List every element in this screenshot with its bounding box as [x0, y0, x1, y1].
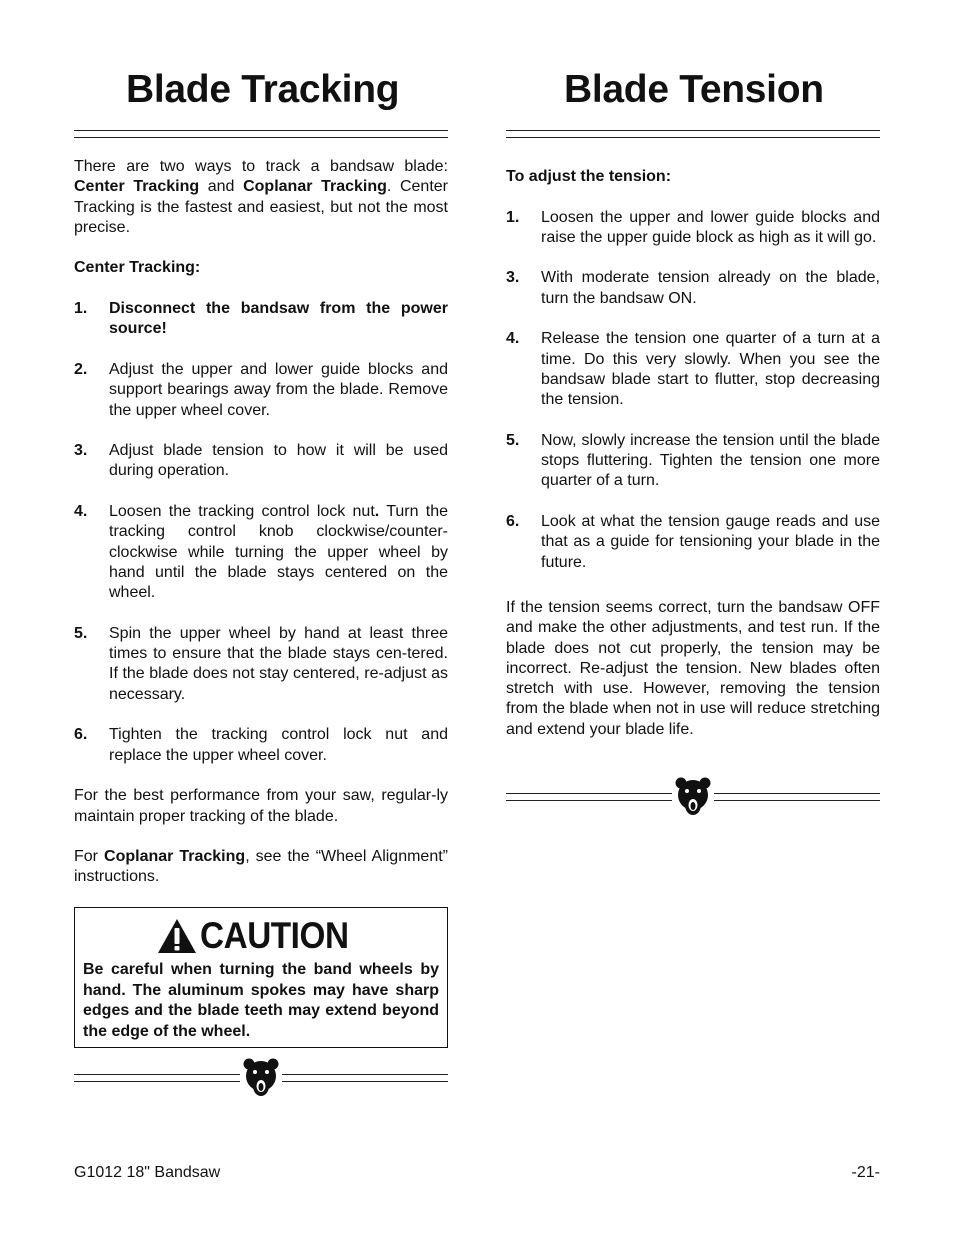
- step-number: 6.: [506, 513, 520, 531]
- step-text: Adjust the upper and lower guide blocks and support bearings away from the blade. Remove the upper wheel cover.: [109, 360, 448, 419]
- coplanar-text: For: [74, 848, 105, 866]
- final-paragraph: If the tension seems correct, turn the bandsaw OFF and make the other adjustments, and test run. If the blade does not cut properly, the tension may be incorrect. Re-adjust the tension. New blades often stretch with use. However, removing the tension from the blade when not in use will reduce stretching and extend your blade life.: [506, 598, 880, 738]
- divider-line-left: [74, 1074, 240, 1082]
- blade-tracking-body: [74, 157, 448, 908]
- step-item: [74, 441, 448, 482]
- step-item: [506, 208, 880, 249]
- bear-head-logo-icon: [241, 1056, 281, 1100]
- intro-text: There are two ways to track a bandsaw blade:: [74, 158, 448, 175]
- tension-steps: [506, 208, 880, 573]
- caution-header: [83, 914, 439, 958]
- step-text: Look at what the tension gauge reads and use that as a guide for tensioning your blade in the future.: [541, 513, 880, 571]
- subhead-adjust-tension: To adjust the tension:: [506, 168, 672, 185]
- intro-paragraph: [74, 157, 448, 238]
- step-item: [74, 624, 448, 705]
- step-number: 1.: [506, 208, 520, 226]
- step-number: 1.: [74, 300, 88, 318]
- step-number: 2.: [74, 360, 88, 378]
- step-number: 3.: [506, 269, 520, 287]
- intro-text: and: [199, 178, 244, 196]
- step-item: [74, 502, 448, 603]
- step-text: Release the tension one quarter of a turn at a time. Do this very slowly. When you see the bandsaw blade start to flutter, stop decreasing the tension.: [541, 330, 880, 409]
- step-text: Turn the tracking control knob clockwise/counter-clockwise while turning the upper wheel by hand until the blade stays centered on the wheel.: [109, 503, 448, 602]
- warning-triangle-icon: [156, 917, 198, 955]
- divider-line-right: [714, 793, 880, 801]
- step-text: Loosen the tracking control lock nut: [109, 503, 375, 521]
- step-item: [506, 512, 880, 573]
- coplanar-bold: Coplanar Tracking: [104, 848, 246, 866]
- step-number: 3.: [74, 442, 88, 460]
- subhead-center-tracking: Center Tracking:: [74, 259, 201, 277]
- divider-line-right: [282, 1074, 448, 1082]
- blade-tension-body: [506, 167, 880, 760]
- best-performance-paragraph: For the best performance from your saw, regular-ly maintain proper tracking of the blade.: [74, 787, 448, 825]
- bear-head-logo-icon: [673, 775, 713, 819]
- step-text: With moderate tension already on the blade, turn the bandsaw ON.: [541, 269, 880, 307]
- step-number: 4.: [74, 503, 88, 521]
- caution-box: [74, 907, 448, 1048]
- step-number: 6.: [74, 726, 88, 744]
- title-rule: [506, 130, 880, 138]
- step-text: Disconnect the bandsaw from the power source!: [109, 300, 448, 338]
- caution-text: Be careful when turning the band wheels by hand. The aluminum spokes may have sharp edges and the blade teeth may extend beyond the edge of the wheel.: [83, 961, 439, 1040]
- section-end-divider: [74, 1060, 448, 1100]
- section-title-blade-tracking: Blade Tracking: [126, 68, 400, 111]
- footer-page-number: -21-: [851, 1164, 880, 1181]
- coplanar-text: , see the “Wheel Alignment” instructions.: [74, 848, 448, 886]
- intro-text: . Center Tracking is the fastest and easiest, but not the most precise.: [74, 178, 448, 236]
- caution-label: CAUTION: [200, 915, 350, 956]
- step-text: Now, slowly increase the tension until the blade stops fluttering. Tighten the tension one more quarter of a turn.: [541, 431, 880, 490]
- step-text: Loosen the upper and lower guide blocks and raise the upper guide block as high as it will go.: [541, 208, 880, 246]
- step-text-bold-period: .: [374, 503, 380, 521]
- intro-bold-center-tracking: Center Tracking: [74, 178, 200, 196]
- step-item: [506, 431, 880, 492]
- step-item: [506, 329, 880, 410]
- coplanar-paragraph: [74, 847, 448, 888]
- intro-bold-coplanar-tracking: Coplanar Tracking: [243, 178, 387, 196]
- center-tracking-steps: [74, 299, 448, 766]
- step-number: 5.: [506, 431, 520, 449]
- step-item: [506, 268, 880, 309]
- step-text: Tighten the tracking control lock nut and replace the upper wheel cover.: [109, 726, 448, 764]
- divider-line-left: [506, 793, 672, 801]
- step-item: [74, 360, 448, 421]
- footer-model-name: G1012 18" Bandsaw: [74, 1164, 221, 1181]
- step-text: Adjust blade tension to how it will be used during operation.: [109, 442, 448, 480]
- step-number: 5.: [74, 624, 88, 642]
- step-text: Spin the upper wheel by hand at least three times to ensure that the blade stays cen-tered. If the blade does not stay centered, re-adjust as necessary.: [109, 624, 448, 703]
- section-end-divider: [506, 779, 880, 819]
- section-title-blade-tension: Blade Tension: [564, 68, 824, 111]
- title-rule: [74, 130, 448, 138]
- step-item: [74, 299, 448, 340]
- step-number: 4.: [506, 330, 520, 348]
- step-item: [74, 725, 448, 766]
